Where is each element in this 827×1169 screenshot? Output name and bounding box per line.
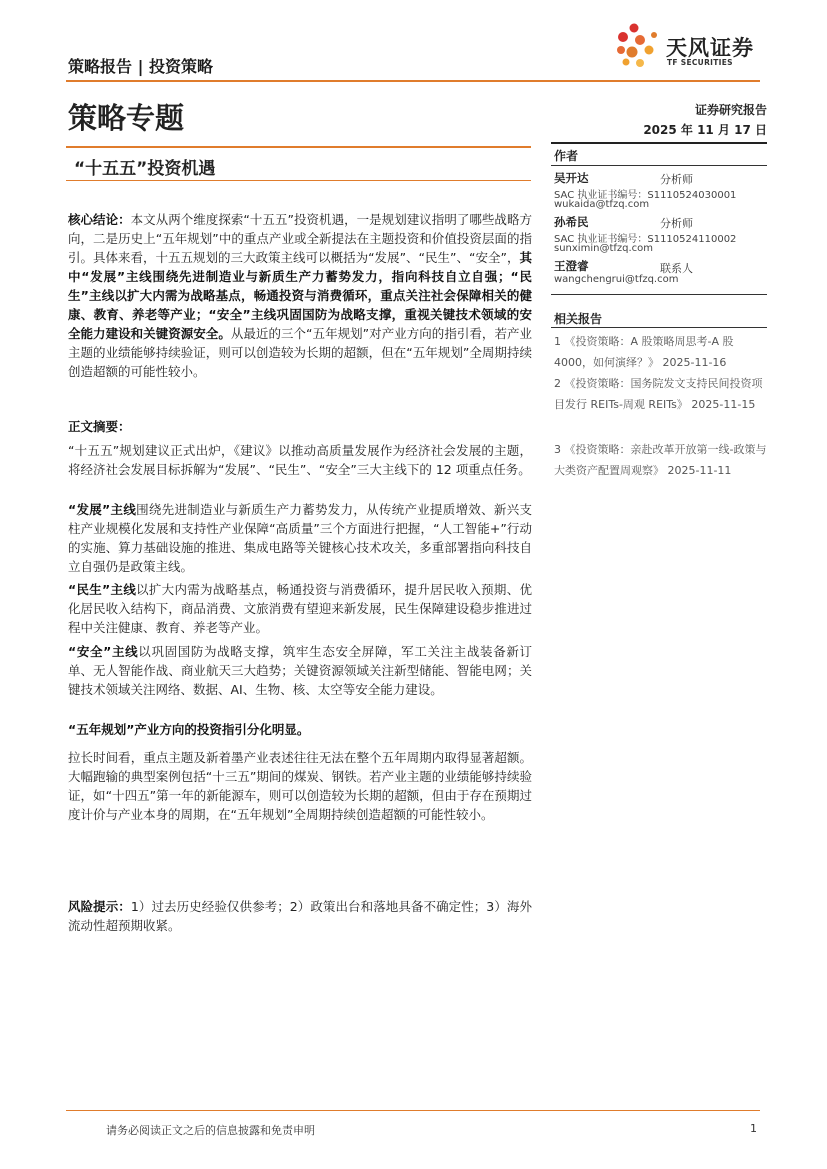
core-conclusion-tail: 从最近的三个“五年规划”对产业方向的指引看，若产业主题的业绩能够持续验证，则可以创造较为长期的超额，但在“五年规划”全周期持续创造超额的可能性较小。 xyxy=(68,326,532,379)
development-label: “发展”主线 xyxy=(68,502,137,517)
livelihood-text: 以扩大内需为战略基点，畅通投资与消费循环，提升居民收入预期、优化居民收入结构下，商品消费、文旅消费有望迎来新发展，民生保障建设稳步推进过程中关注健康、教育、养老等产业。 xyxy=(68,582,532,635)
page-number: 1 xyxy=(750,1122,757,1135)
risk-warning xyxy=(68,897,532,935)
risk-label: 风险提示： xyxy=(68,899,131,914)
authors-heading: 作者 xyxy=(554,149,579,163)
author-email[interactable]: wangchengrui@tfzq.com xyxy=(554,274,679,285)
related-report-item[interactable]: 2 《投资策略：国务院发文支持民间投资项目发行 REITs-周观 REITs》 2025-11-15 xyxy=(554,377,763,411)
summary-paragraph: “十五五”规划建议正式出炉，《建议》以推动高质量发展作为经济社会发展的主题，将经济社会发展目标拆解为“发展”、“民生”、“安全”三大主线下的 12 项重点任务。 xyxy=(68,443,532,477)
related-reports-divider xyxy=(551,327,767,328)
author-sac: SAC 执业证书编号：S1110524030001 xyxy=(554,190,737,201)
summary-heading: 正文摘要： xyxy=(68,419,131,434)
core-conclusion xyxy=(68,210,532,381)
core-conclusion-label: 核心结论： xyxy=(68,212,131,227)
core-conclusion-highlight: 其中“发展”主线围绕先进制造业与新质生产力蓄势发力，指向科技自立自强；“民生”主线以扩大内需为战略基点，畅通投资与消费循环，重点关注社会保障相关的健康、教育、养老等产业；“安全”主线巩固国防为战略支撑，重视关键技术领域的安全能力建设和关键资源安全。 xyxy=(68,250,532,341)
author-role: 分析师 xyxy=(660,217,693,230)
author-role: 分析师 xyxy=(660,173,693,186)
development-text: 围绕先进制造业与新质生产力蓄势发力，从传统产业提质增效、新兴支柱产业规模化发展和支持性产业保障“高质量”三个方面进行把握，“人工智能+”行动的实施、算力基础设施的推进、集成电路等关键核心技术攻关，多重部署指向科技自立自强仍是政策主线。 xyxy=(68,502,532,574)
related-reports-heading: 相关报告 xyxy=(554,312,603,326)
sidebar-top-divider xyxy=(551,142,767,144)
logo-english-name: TF SECURITIES xyxy=(667,58,733,67)
report-type: 证券研究报告 xyxy=(694,103,767,117)
security-text: 以巩固国防为战略支撑，筑牢生态安全屏障，军工关注主战装备新订单、无人智能作战、商业航天三大趋势；关键资源领域关注新型储能、智能电网；关键技术领域关注网络、数据、AI、生物、核、太空等安全能力建设。 xyxy=(68,644,532,697)
report-subtitle: “十五五”投资机遇 xyxy=(74,159,216,179)
author-sac: SAC 执业证书编号：S1110524110002 xyxy=(554,234,737,245)
author-role: 联系人 xyxy=(660,262,693,275)
header-divider xyxy=(66,80,760,82)
security-paragraph xyxy=(68,642,532,699)
report-date: 2025 年 11 月 17 日 xyxy=(643,123,767,137)
title-divider xyxy=(66,146,531,148)
authors-divider xyxy=(551,165,767,166)
five-year-plan-heading: “五年规划”产业方向的投资指引分化明显。 xyxy=(68,722,310,737)
author-email[interactable]: sunximin@tfzq.com xyxy=(554,243,654,254)
livelihood-paragraph xyxy=(68,580,532,637)
development-paragraph xyxy=(68,500,532,576)
security-label: “安全”主线 xyxy=(68,644,139,659)
author-name: 王澄睿 xyxy=(554,259,589,273)
authors-bottom-divider xyxy=(551,294,767,295)
related-report-item[interactable]: 3 《投资策略：亲赴改革开放第一线-政策与大类资产配置周观察》 2025-11-11 xyxy=(554,443,767,477)
five-year-plan-paragraph: 拉长时间看，重点主题及新着墨产业表述往往无法在整个五年周期内取得显著超额。大幅跑输的典型案例包括“十三五”期间的煤炭、钢铁。若产业主题的业绩能够持续验证，如“十四五”第一年的新能源车，则可以创造较为长期的超额，但由于存在预期过度计价与产业本身的周期，在“五年规划”全周期持续创造超额的可能性较小。 xyxy=(68,750,532,822)
author-name: 孙希民 xyxy=(554,215,589,229)
author-email[interactable]: wukaida@tfzq.com xyxy=(554,199,650,210)
risk-text: 1）过去历史经验仅供参考；2）政策出台和落地具备不确定性；3）海外流动性超预期收紧。 xyxy=(68,899,532,933)
author-name: 吴开达 xyxy=(554,171,589,185)
footer-disclaimer[interactable]: 请务必阅读正文之后的信息披露和免责申明 xyxy=(106,1124,315,1137)
livelihood-label: “民生”主线 xyxy=(68,582,137,597)
footer-divider xyxy=(66,1110,760,1111)
page-title: 策略专题 xyxy=(68,101,185,135)
related-report-item[interactable]: 1 《投资策略：A 股策略周思考-A 股 4000，如何演绎？》 2025-11-16 xyxy=(554,335,734,369)
core-conclusion-text: 本文从两个维度探索“十五五”投资机遇，一是规划建议指明了哪些战略方向，二是历史上“五年规划”中的重点产业或全新提法在主题投资和价值投资层面的指引。具体来看，十五五规划的三大政策主线可以概括为“发展”、“民生”、“安全”， xyxy=(68,212,532,265)
subtitle-divider xyxy=(66,180,531,181)
report-category: 策略报告 | 投资策略 xyxy=(68,57,213,76)
logo-chinese-name: 天风证券 xyxy=(666,36,754,60)
logo-dots-icon xyxy=(617,24,657,68)
